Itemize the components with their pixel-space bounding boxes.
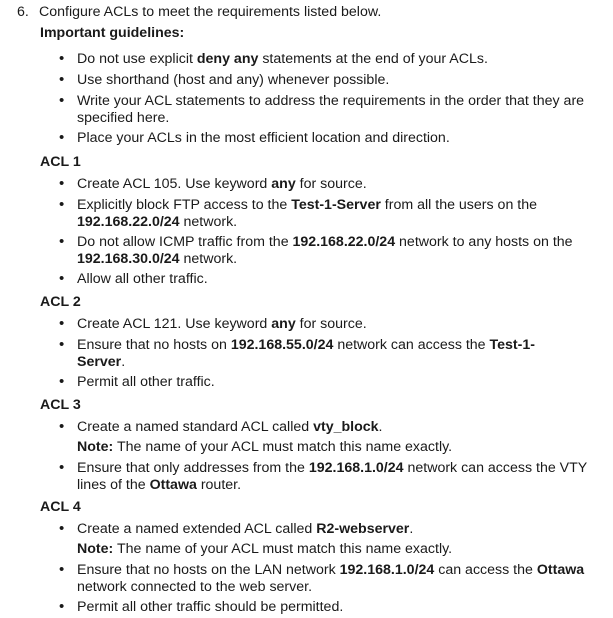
- bullet-icon: •: [59, 336, 65, 353]
- acl2-heading: ACL 2: [40, 294, 81, 310]
- bullet-icon: •: [59, 418, 65, 435]
- guideline-item-2: • Use shorthand (host and any) whenever possible.: [59, 71, 390, 88]
- acl2-item-2: • Ensure that no hosts on 192.168.55.0/24 network can access the Test-1-Server.: [59, 336, 535, 370]
- acl2-item-1: • Create ACL 121. Use keyword any for source.: [59, 315, 367, 332]
- guideline-item-4: • Place your ACLs in the most efficient location and direction.: [59, 129, 450, 146]
- acl1-item-2: • Explicitly block FTP access to the Test-1-Server from all the users on the 192.168.22.0/24 network.: [59, 196, 537, 230]
- guidelines-heading: Important guidelines:: [40, 25, 185, 41]
- acl1-heading: ACL 1: [40, 154, 81, 170]
- bullet-icon: •: [59, 233, 65, 250]
- acl1-item-4: • Allow all other traffic.: [59, 270, 208, 287]
- step-number: 6.: [17, 4, 29, 20]
- step-6: [17, 4, 381, 21]
- bullet-icon: •: [59, 315, 65, 332]
- bullet-icon: •: [59, 71, 65, 88]
- bullet-icon: •: [59, 520, 65, 537]
- guideline-item-1: • Do not use explicit deny any statements at the end of your ACLs.: [59, 50, 488, 67]
- bullet-icon: •: [59, 373, 65, 390]
- bullet-icon: •: [59, 459, 65, 476]
- acl4-heading: ACL 4: [40, 499, 81, 515]
- acl4-item-2: • Ensure that no hosts on the LAN network 192.168.1.0/24 can access the Ottawa network connected to the web server.: [59, 561, 585, 595]
- bullet-icon: •: [59, 50, 65, 67]
- acl3-item-1: • Create a named standard ACL called vty_block.: [59, 418, 383, 435]
- bullet-icon: •: [59, 561, 65, 578]
- acl1-item-3: • Do not allow ICMP traffic from the 192.168.22.0/24 network to any hosts on the 192.168.30.0/24 network.: [59, 233, 573, 267]
- acl3-item-2: • Ensure that only addresses from the 192.168.1.0/24 network can access the VTY lines of the Ottawa router.: [59, 459, 588, 493]
- guideline-item-3: • Write your ACL statements to address the requirements in the order that they are specified here.: [59, 92, 585, 126]
- acl3-note: Note: The name of your ACL must match this name exactly.: [77, 439, 453, 455]
- bullet-icon: •: [59, 270, 65, 287]
- acl4-item-3: • Permit all other traffic should be permitted.: [59, 598, 344, 615]
- acl3-heading: ACL 3: [40, 397, 81, 413]
- bullet-icon: •: [59, 129, 65, 146]
- step-text: Configure ACLs to meet the requirements listed below.: [39, 4, 382, 20]
- bullet-icon: •: [59, 92, 65, 109]
- bullet-icon: •: [59, 175, 65, 192]
- acl4-item-1: • Create a named extended ACL called R2-webserver.: [59, 520, 414, 537]
- bullet-icon: •: [59, 196, 65, 213]
- acl1-item-1: • Create ACL 105. Use keyword any for source.: [59, 175, 367, 192]
- acl2-item-3: • Permit all other traffic.: [59, 373, 215, 390]
- acl4-note: Note: The name of your ACL must match this name exactly.: [77, 541, 453, 557]
- bullet-icon: •: [59, 598, 65, 615]
